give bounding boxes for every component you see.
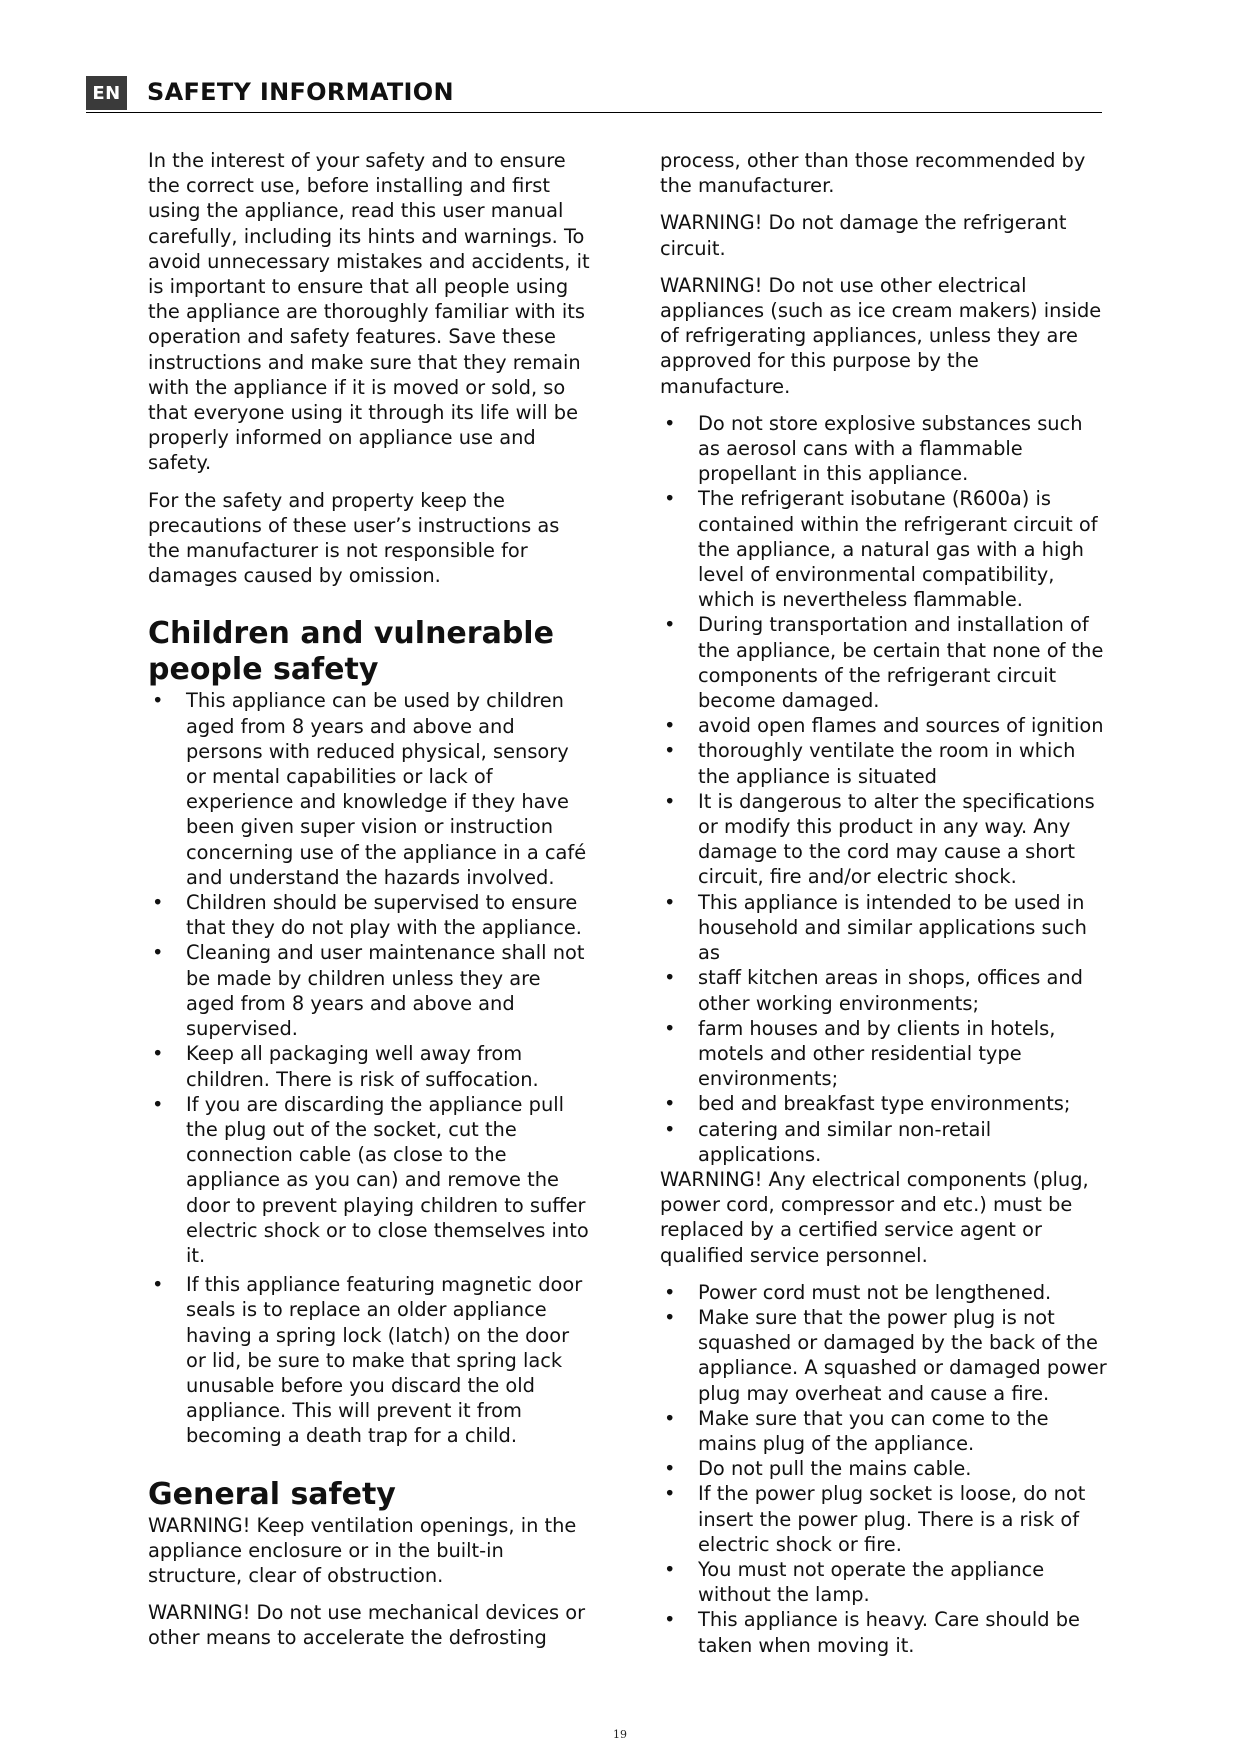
right-column [660,148,1110,1658]
warning-defrost-end: process, other than those recommended by the manufacturer. [660,149,1086,198]
precautions-paragraph: For the safety and property keep the precautions of these user’s instructions as the manufacturer is not responsible for damages caused by omission. [148,488,560,588]
list-item: • If this appliance featuring magnetic door seals is to replace an older appliance having a spring lock (latch) on the door or lid, be sure to make that spring lack unusable before you discard the old appliance. This will prevent it from becoming a death trap for a child. [148,1272,593,1448]
intro-paragraph: In the interest of your safety and to ensure the correct use, before installing and first using the appliance, read this user manual carefully, including its hints and warnings. To avoid unnecessary mistakes and accidents, it is important to ensure that all people using the appliance are thoroughly familiar with its operation and safety features. Save these instructions and make sure that they remain with the appliance if it is moved or sold, so that everyone using it through its life will be properly informed on appliance use and safety. [148,149,590,475]
list-item: • If the power plug socket is loose, do not insert the power plug. There is a risk of electric shock or fire. [660,1481,1110,1557]
warning-components: WARNING! Any electrical components (plug, power cord, compressor and etc.) must be replaced by a certified service agent or qualified service personnel. [660,1167,1089,1267]
list-item: • Power cord must not be lengthened. [660,1280,1110,1305]
list-item: • This appliance is intended to be used in household and similar applications such as [660,890,1110,966]
list-item: • Keep all packaging well away from children. There is risk of suffocation. [148,1041,593,1091]
page-header [86,76,1102,113]
general-safety-heading: General safety [148,1476,396,1512]
list-item: • This appliance can be used by children aged from 8 years and above and persons with reduced physical, sensory or mental capabilities or lack of experience and knowledge if they have been given super vision or instruction concerning use of the appliance in a café and understand the hazards involved. [148,688,593,890]
children-safety-heading: Children and vulnerable people safety [148,616,554,688]
list-item: • Children should be supervised to ensure that they do not play with the appliance. [148,890,593,940]
warning-defrost-start: WARNING! Do not use mechanical devices or other means to accelerate the defrosting [148,1601,586,1650]
page-number: 19 [613,1728,627,1741]
list-item: • thoroughly ventilate the room in which the appliance is situated [660,738,1110,788]
list-item: • You must not operate the appliance without the lamp. [660,1557,1110,1607]
list-item: • Do not pull the mains cable. [660,1456,1110,1481]
list-item: • Do not store explosive substances such as aerosol cans with a flammable propellant in this appliance. [660,411,1110,487]
section-title: SAFETY INFORMATION [147,78,454,106]
list-item: • bed and breakfast type environments; [660,1091,1110,1116]
list-item: • staff kitchen areas in shops, offices and other working environments; [660,965,1110,1015]
list-item: • Make sure that you can come to the mains plug of the appliance. [660,1406,1110,1456]
left-column [148,148,593,1663]
list-item: • farm houses and by clients in hotels, motels and other residential type environments; [660,1016,1110,1092]
general-safety-list-b [660,1280,1110,1658]
list-item: • If you are discarding the appliance pull the plug out of the socket, cut the connection cable (as close to the appliance as you can) and remove the door to prevent playing children to suffer electric shock or to close themselves into it. [148,1092,593,1268]
list-item: • Make sure that the power plug is not squashed or damaged by the back of the appliance. A squashed or damaged power plug may overheat and cause a fire. [660,1305,1110,1406]
children-safety-list [148,688,593,1448]
warning-electrical: WARNING! Do not use other electrical appliances (such as ice cream makers) inside of refrigerating appliances, unless they are approved for this purpose by the manufacture. [660,273,1102,398]
language-badge: EN [86,76,127,110]
warning-ventilation: WARNING! Keep ventilation openings, in the appliance enclosure or in the built-in structure, clear of obstruction. [148,1513,577,1587]
list-item: • The refrigerant isobutane (R600a) is contained within the refrigerant circuit of the appliance, a natural gas with a high level of environmental compatibility, which is nevertheless flammable. [660,486,1110,612]
warning-refrigerant: WARNING! Do not damage the refrigerant circuit. [660,211,1067,260]
list-item: • This appliance is heavy. Care should be taken when moving it. [660,1607,1110,1657]
list-item: • avoid open flames and sources of ignition [660,713,1110,738]
list-item: • It is dangerous to alter the specifications or modify this product in any way. Any damage to the cord may cause a short circuit, fire and/or electric shock. [660,789,1110,890]
list-item: • catering and similar non-retail applications. [660,1117,1110,1167]
general-safety-list-a [660,411,1110,1167]
list-item: • Cleaning and user maintenance shall not be made by children unless they are aged from 8 years and above and supervised. [148,940,593,1041]
list-item: • During transportation and installation of the appliance, be certain that none of the components of the refrigerant circuit become damaged. [660,612,1110,713]
